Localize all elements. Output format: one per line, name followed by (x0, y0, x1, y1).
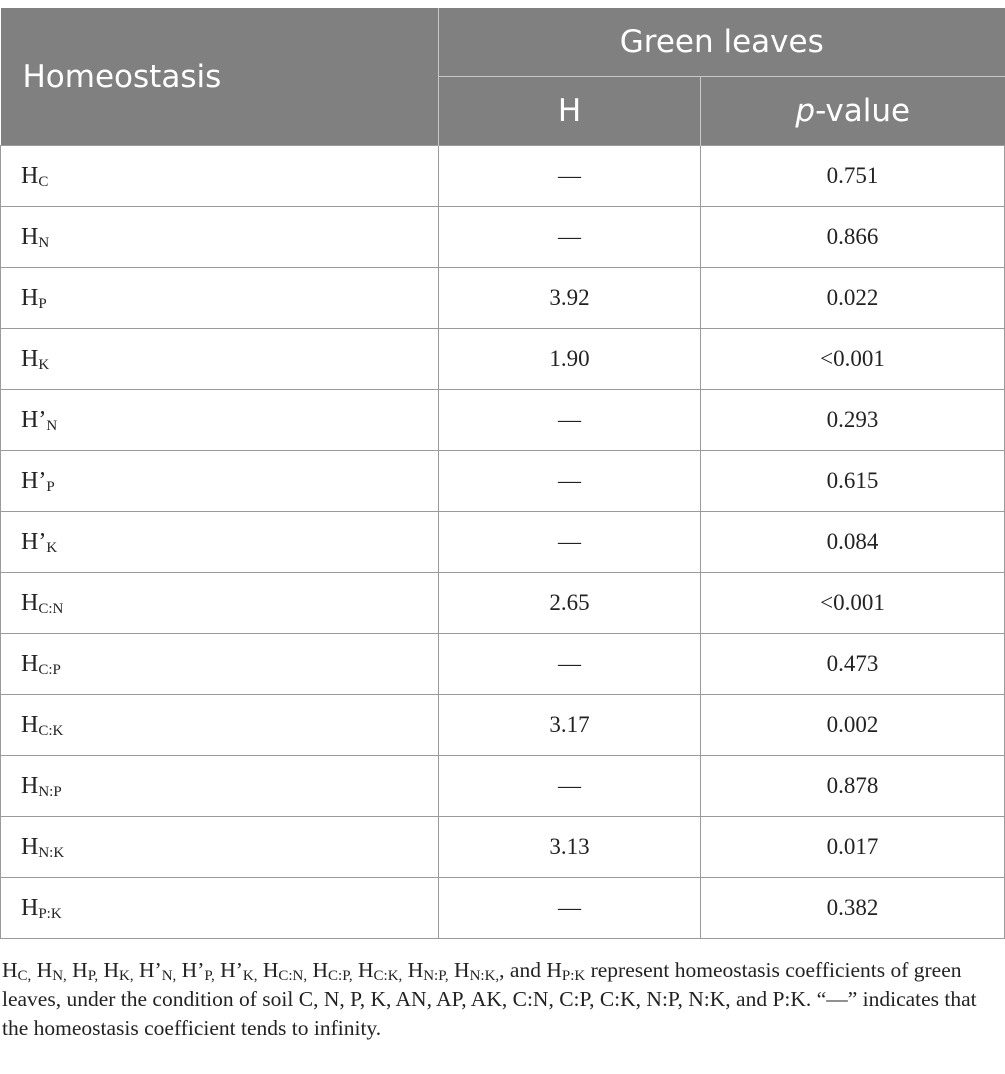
footnote-symbol: H (454, 958, 470, 982)
coefficient-subscript: K (38, 356, 50, 373)
row-h-value: — (439, 207, 701, 268)
row-p-value: 0.751 (701, 146, 1005, 207)
footnote-symbol: H (546, 958, 562, 982)
coefficient-symbol: H (21, 711, 39, 738)
footnote-symbol: H (2, 958, 18, 982)
coefficient-subscript: C:N (38, 600, 64, 617)
row-p-value: 0.084 (701, 512, 1005, 573)
table-row (1, 634, 1005, 695)
homeostasis-table (0, 8, 1005, 939)
row-h-value: — (439, 146, 701, 207)
footnote-subscript: C:K, (373, 968, 403, 984)
row-coefficient (1, 146, 439, 207)
footnote-subscript: N, (161, 968, 177, 984)
footnote (2, 956, 1002, 1043)
coefficient-subscript: C:P (38, 661, 61, 678)
row-h-value: 3.92 (439, 268, 701, 329)
footnote-subscript: P, (204, 968, 215, 984)
coefficient-symbol: H’ (21, 467, 47, 494)
coefficient-symbol: H (21, 650, 39, 677)
row-h-value: — (439, 878, 701, 939)
row-p-value: 0.473 (701, 634, 1005, 695)
row-coefficient (1, 634, 439, 695)
coefficient-symbol: H (21, 833, 39, 860)
header-homeostasis: Homeostasis (1, 8, 439, 146)
table-row (1, 329, 1005, 390)
row-coefficient (1, 878, 439, 939)
row-h-value: — (439, 390, 701, 451)
coefficient-symbol: H (21, 345, 39, 372)
row-coefficient (1, 451, 439, 512)
footnote-symbol: H (358, 958, 374, 982)
header-row-1 (1, 8, 1005, 77)
footnote-subscript: P, (87, 968, 99, 984)
footnote-subscript: K, (242, 968, 258, 984)
coefficient-symbol: H’ (21, 406, 47, 433)
row-h-value: 2.65 (439, 573, 701, 634)
table-row (1, 512, 1005, 573)
footnote-symbol: H’ (181, 958, 205, 982)
header-h: H (439, 77, 701, 146)
footnote-subscript: P:K (561, 968, 586, 984)
coefficient-subscript: P (46, 478, 55, 495)
row-h-value: — (439, 634, 701, 695)
row-coefficient (1, 390, 439, 451)
footnote-separator: , and (499, 958, 547, 982)
footnote-subscript: K, (119, 968, 134, 984)
footnote-symbol: H (262, 958, 279, 982)
table-row (1, 573, 1005, 634)
coefficient-subscript: K (46, 539, 58, 556)
row-h-value: 1.90 (439, 329, 701, 390)
coefficient-symbol: H (21, 162, 39, 189)
table-row (1, 146, 1005, 207)
row-coefficient (1, 329, 439, 390)
footnote-symbol: H (36, 958, 53, 982)
table-row (1, 695, 1005, 756)
table-row (1, 817, 1005, 878)
row-coefficient (1, 207, 439, 268)
footnote-subscript: N, (52, 968, 67, 984)
table-row (1, 451, 1005, 512)
table-row (1, 878, 1005, 939)
row-h-value: — (439, 756, 701, 817)
row-p-value: <0.001 (701, 573, 1005, 634)
coefficient-subscript: N:K (38, 844, 65, 861)
coefficient-subscript: N (38, 234, 50, 251)
footnote-subscript: C:P, (328, 968, 353, 984)
footnote-subscript: N:K, (469, 968, 500, 984)
row-coefficient (1, 695, 439, 756)
table-body (1, 146, 1005, 939)
coefficient-symbol: H (21, 223, 39, 250)
coefficient-subscript: P (38, 295, 47, 312)
footnote-symbol: H (103, 958, 120, 982)
coefficient-subscript: N:P (38, 783, 62, 800)
row-p-value: 0.017 (701, 817, 1005, 878)
footnote-symbol: H (407, 958, 424, 982)
table-row (1, 390, 1005, 451)
coefficient-subscript: N (46, 417, 58, 434)
table-row (1, 268, 1005, 329)
footnote-symbol: H’ (139, 958, 162, 982)
header-p-italic: p (795, 93, 816, 129)
row-p-value: 0.022 (701, 268, 1005, 329)
footnote-subscript: C, (17, 968, 32, 984)
header-green-leaves: Green leaves (439, 8, 1005, 77)
header-p-rest: -value (815, 93, 911, 129)
coefficient-symbol: H (21, 894, 39, 921)
row-h-value: 3.17 (439, 695, 701, 756)
footnote-subscript: C:N, (278, 968, 308, 984)
coefficient-subscript: C:K (38, 722, 64, 739)
row-h-value: 3.13 (439, 817, 701, 878)
row-p-value: 0.382 (701, 878, 1005, 939)
row-coefficient (1, 512, 439, 573)
row-p-value: <0.001 (701, 329, 1005, 390)
footnote-subscript: N:P, (423, 968, 449, 984)
coefficient-symbol: H’ (21, 528, 47, 555)
table-row (1, 756, 1005, 817)
footnote-symbol: H (312, 958, 329, 982)
footnote-symbol: H’ (220, 958, 243, 982)
coefficient-subscript: P:K (38, 905, 62, 922)
footnote-symbol: H (72, 958, 88, 982)
header-p-value (701, 77, 1005, 146)
row-coefficient (1, 268, 439, 329)
coefficient-symbol: H (21, 589, 39, 616)
row-p-value: 0.615 (701, 451, 1005, 512)
footnote-text: represent homeostasis coefficients of green leaves, under the condition of soil C, N, P, K, AN, AP, AK, C:N, C:P, C:K, N:P, N:K, and P:K. “—” indicates that the homeostasis coefficient tends to infinity. (2, 958, 977, 1040)
row-coefficient (1, 756, 439, 817)
table-row (1, 207, 1005, 268)
row-coefficient (1, 817, 439, 878)
coefficient-symbol: H (21, 772, 39, 799)
row-p-value: 0.878 (701, 756, 1005, 817)
row-h-value: — (439, 512, 701, 573)
coefficient-subscript: C (38, 173, 49, 190)
row-coefficient (1, 573, 439, 634)
row-p-value: 0.293 (701, 390, 1005, 451)
coefficient-symbol: H (21, 284, 39, 311)
row-h-value: — (439, 451, 701, 512)
row-p-value: 0.866 (701, 207, 1005, 268)
row-p-value: 0.002 (701, 695, 1005, 756)
